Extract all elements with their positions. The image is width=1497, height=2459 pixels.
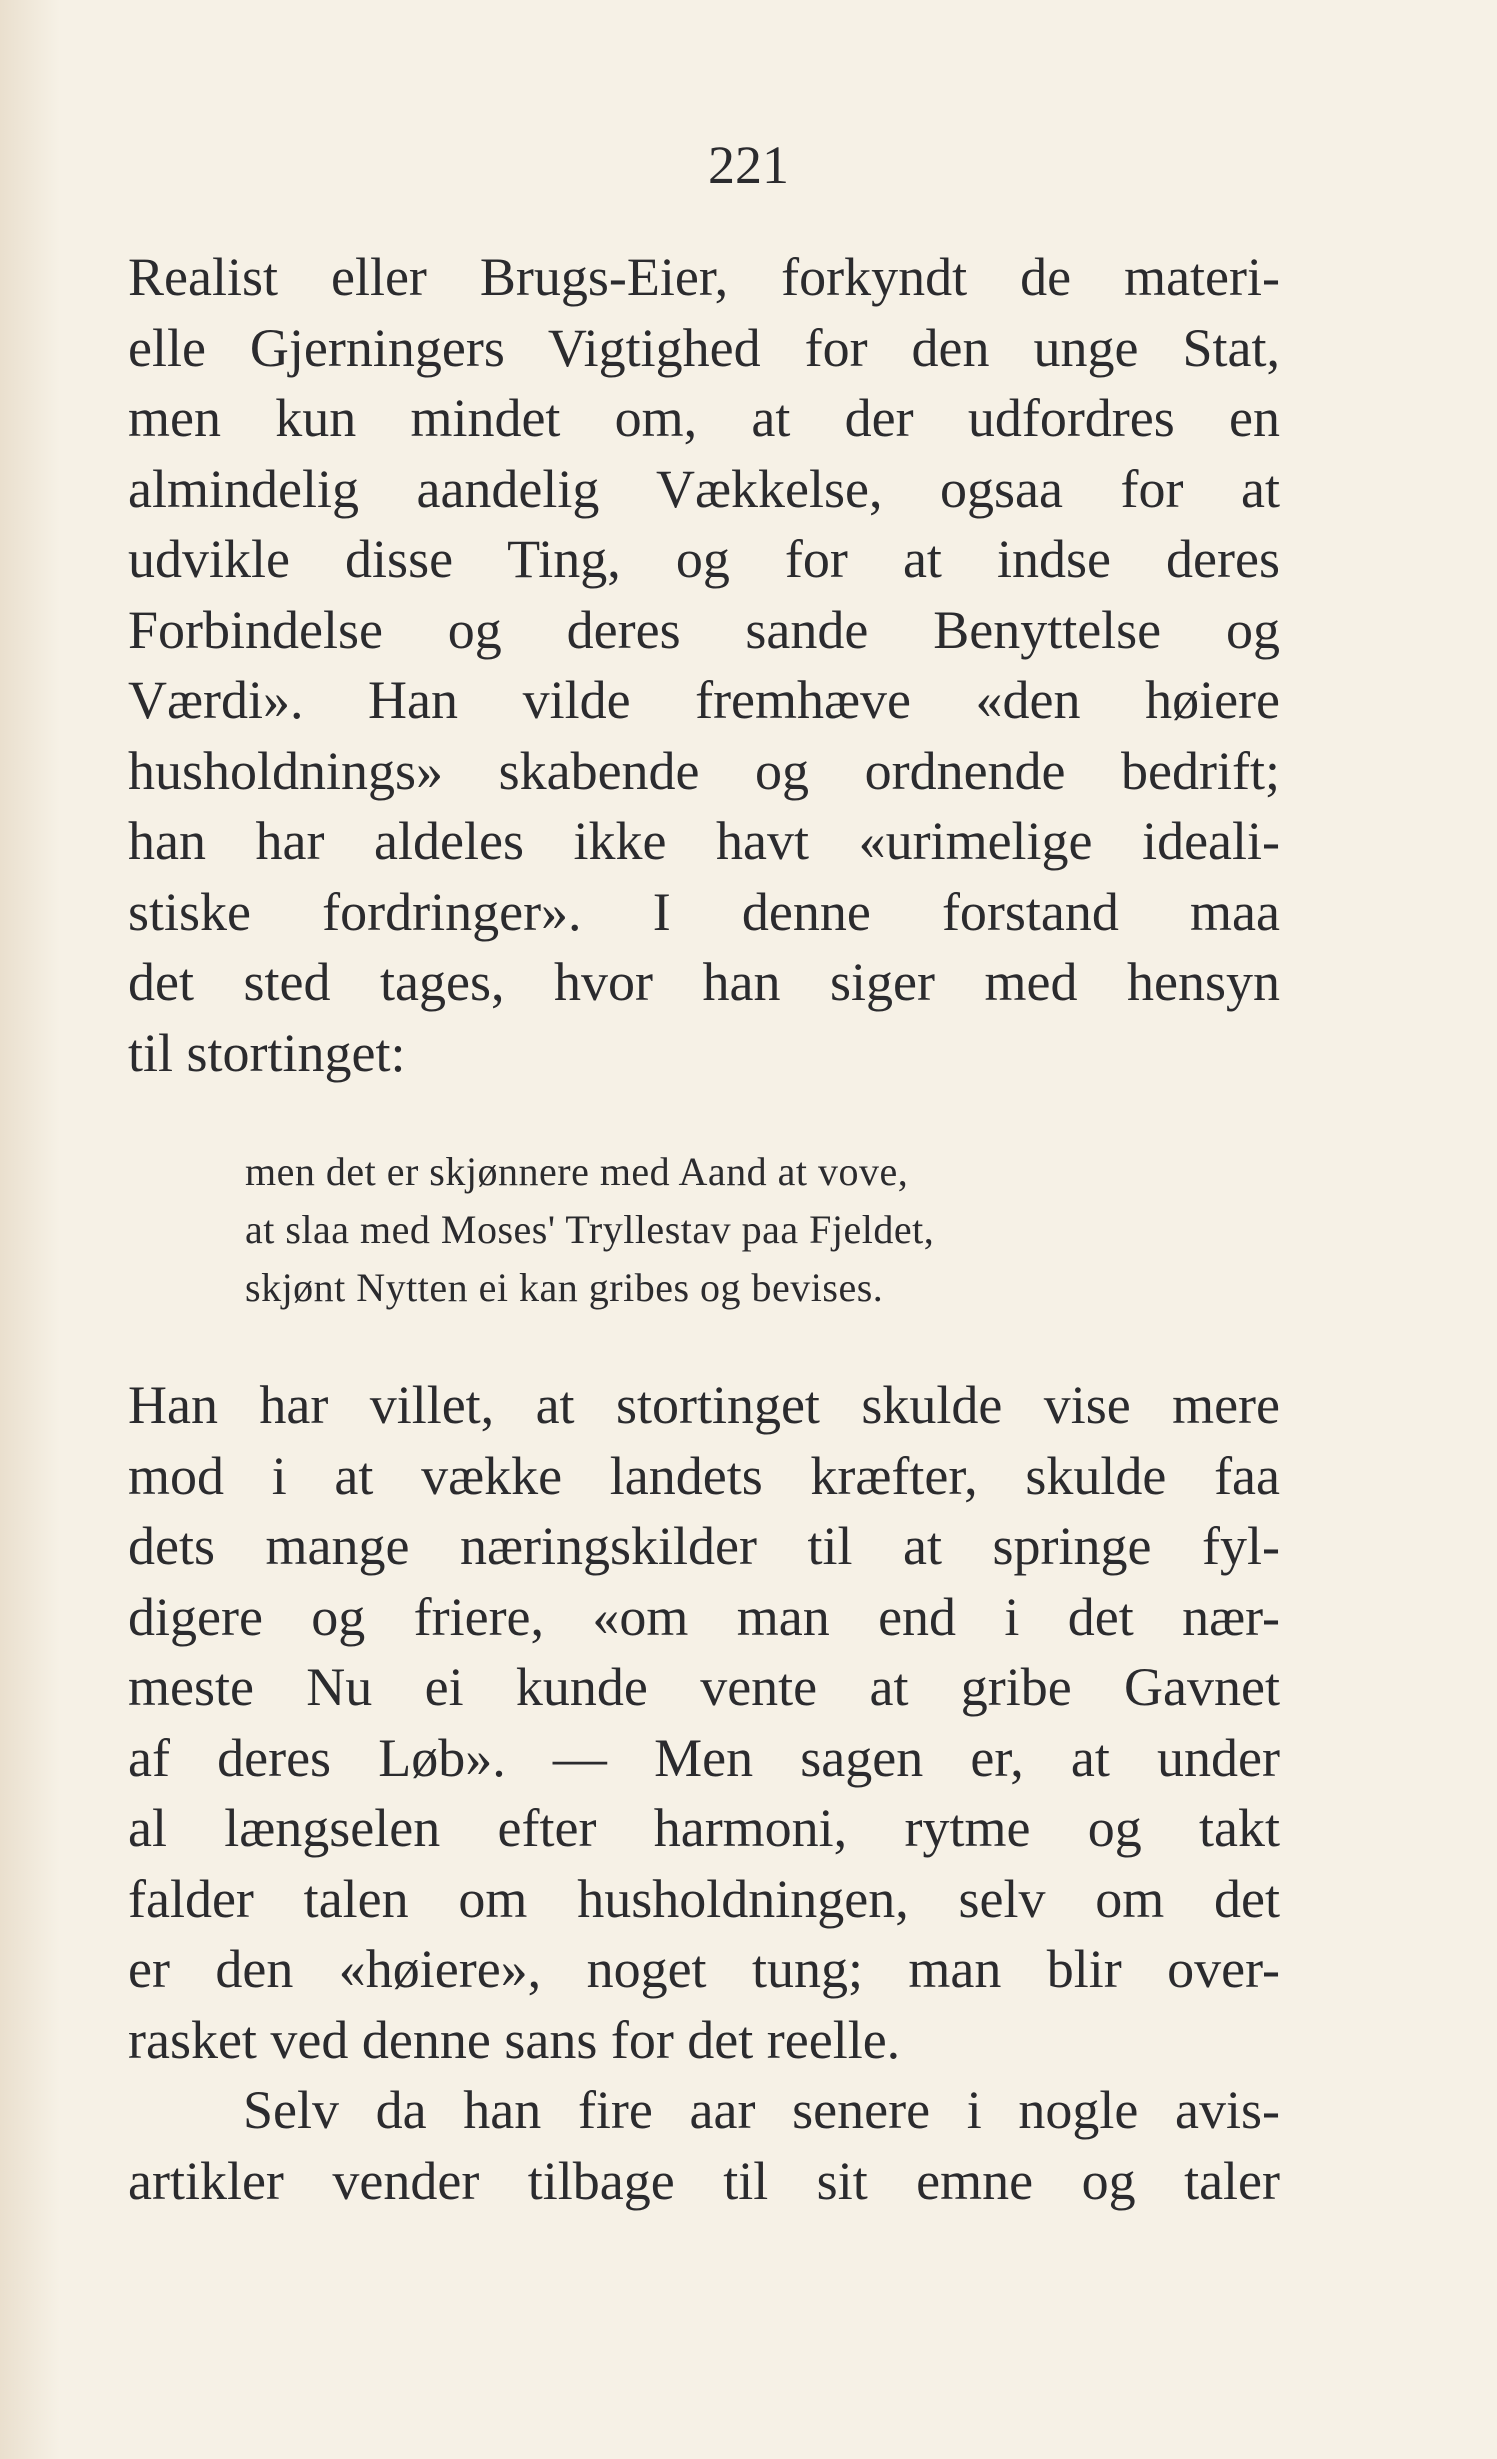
text-line: udvikle disse Ting, og for at indse deres: [128, 529, 1280, 589]
verse-quote: [245, 1143, 1165, 1317]
text-line: men kun mindet om, at der udfordres en: [128, 388, 1280, 448]
text-line: dets mange næringskilder til at springe fyl-: [128, 1516, 1280, 1576]
text-line: rasket ved denne sans for det reelle.: [128, 2009, 901, 2070]
text-line: stiske fordringer». I denne forstand maa: [128, 881, 1280, 942]
text-line: almindelig aandelig Vækkelse, ogsaa for at: [128, 458, 1280, 519]
page-number: 221: [708, 135, 789, 195]
text-line: Selv da han fire aar senere i nogle avis-: [243, 2080, 1280, 2140]
text-line: af deres Løb». — Men sagen er, at under: [128, 1727, 1280, 1788]
text-line: han har aldeles ikke havt «urimelige ideali-: [128, 811, 1280, 871]
text-line: Værdi». Han vilde fremhæve «den høiere: [128, 670, 1280, 730]
text-line: al længselen efter harmoni, rytme og takt: [128, 1798, 1280, 1858]
paragraph-1: [128, 242, 1280, 1088]
text-line: til stortinget:: [128, 1022, 406, 1083]
quote-line: skjønt Nytten ei kan gribes og bevises.: [245, 1265, 884, 1310]
text-line: det sted tages, hvor han siger med hensyn: [128, 952, 1280, 1012]
paragraph-2: [128, 1370, 1280, 2075]
text-line: digere og friere, «om man end i det nær-: [128, 1586, 1280, 1647]
quote-line: men det er skjønnere med Aand at vove,: [245, 1149, 909, 1194]
paragraph-3: [128, 2075, 1280, 2216]
text-line: mod i at vække landets kræfter, skulde faa: [128, 1445, 1280, 1506]
text-line: husholdnings» skabende og ordnende bedrift;: [128, 740, 1280, 801]
text-line: Han har villet, at stortinget skulde vise mere: [128, 1375, 1280, 1435]
text-line: meste Nu ei kunde vente at gribe Gavnet: [128, 1657, 1280, 1717]
text-line: artikler vender tilbage til sit emne og taler: [128, 2150, 1280, 2211]
text-line: er den «høiere», noget tung; man blir over-: [128, 1939, 1280, 1999]
text-line: elle Gjerningers Vigtighed for den unge Stat,: [128, 317, 1280, 378]
text-line: Forbindelse og deres sande Benyttelse og: [128, 599, 1280, 660]
quote-line: at slaa med Moses' Tryllestav paa Fjeldet,: [245, 1207, 935, 1252]
text-line: Realist eller Brugs-Eier, forkyndt de materi-: [128, 247, 1280, 307]
text-line: falder talen om husholdningen, selv om det: [128, 1868, 1280, 1929]
